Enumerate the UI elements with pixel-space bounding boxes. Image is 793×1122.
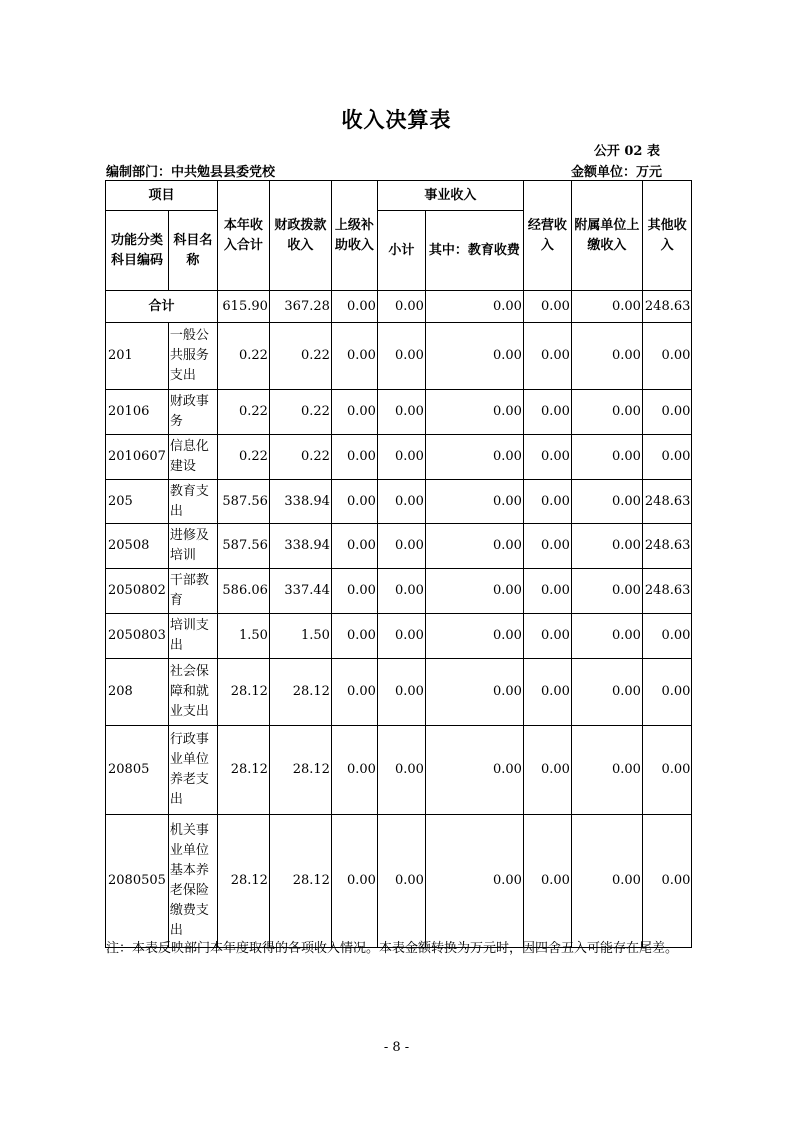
page-number: - 8 - xyxy=(383,1040,410,1055)
amount-cell: 0.00 xyxy=(331,480,377,524)
amount-cell: 0.00 xyxy=(571,480,642,524)
amount-cell: 0.00 xyxy=(377,480,425,524)
amount-cell: 28.12 xyxy=(269,726,331,815)
amount-cell: 0.00 xyxy=(331,323,377,390)
subject-code-cell: 201 xyxy=(106,323,169,390)
header-subtotal: 小计 xyxy=(377,211,425,291)
amount-cell: 0.00 xyxy=(425,323,523,390)
amount-cell: 0.00 xyxy=(642,435,692,480)
total-label: 合计 xyxy=(106,291,218,323)
amount-cell: 0.00 xyxy=(425,659,523,726)
total-cell: 0.00 xyxy=(377,291,425,323)
amount-cell: 338.94 xyxy=(269,480,331,524)
subject-name-cell: 教育支出 xyxy=(168,480,217,524)
subject-name-cell: 培训支出 xyxy=(168,614,217,659)
amount-cell: 28.12 xyxy=(269,659,331,726)
amount-cell: 0.00 xyxy=(425,524,523,569)
table-row xyxy=(106,480,692,524)
amount-cell: 0.22 xyxy=(269,390,331,435)
total-cell: 0.00 xyxy=(425,291,523,323)
header-item-name: 科目名称 xyxy=(168,211,217,291)
amount-cell: 248.63 xyxy=(642,480,692,524)
table-row xyxy=(106,659,692,726)
amount-cell: 0.00 xyxy=(571,390,642,435)
amount-cell: 0.00 xyxy=(523,390,571,435)
amount-cell: 0.00 xyxy=(377,435,425,480)
subject-code-cell: 20805 xyxy=(106,726,169,815)
amount-cell: 0.00 xyxy=(425,390,523,435)
amount-cell: 0.00 xyxy=(377,569,425,614)
table-row xyxy=(106,726,692,815)
amount-cell: 0.22 xyxy=(217,323,269,390)
table-row xyxy=(106,323,692,390)
subject-name-cell: 社会保障和就业支出 xyxy=(168,659,217,726)
amount-cell: 28.12 xyxy=(269,815,331,948)
header-total: 本年收入合计 xyxy=(217,181,269,291)
amount-cell: 28.12 xyxy=(217,659,269,726)
subject-name-cell: 干部教育 xyxy=(168,569,217,614)
header-edu-fee: 其中：教育收费 xyxy=(425,211,523,291)
income-table xyxy=(105,180,692,948)
amount-cell: 0.00 xyxy=(523,614,571,659)
header-project: 项目 xyxy=(106,181,218,211)
subject-code-cell: 2080505 xyxy=(106,815,169,948)
amount-cell: 0.00 xyxy=(642,815,692,948)
amount-cell: 0.00 xyxy=(571,323,642,390)
header-business: 经营收入 xyxy=(523,181,571,291)
page-title: 收入决算表 xyxy=(341,107,452,132)
amount-cell: 0.00 xyxy=(523,659,571,726)
subject-code-cell: 205 xyxy=(106,480,169,524)
header-affiliate: 附属单位上缴收入 xyxy=(571,181,642,291)
amount-cell: 1.50 xyxy=(217,614,269,659)
amount-cell: 0.00 xyxy=(331,435,377,480)
amount-cell: 0.22 xyxy=(269,323,331,390)
amount-cell: 0.00 xyxy=(523,323,571,390)
amount-cell: 0.00 xyxy=(571,435,642,480)
amount-cell: 0.00 xyxy=(425,569,523,614)
amount-cell: 0.00 xyxy=(523,569,571,614)
amount-cell: 0.22 xyxy=(269,435,331,480)
subject-name-cell: 信息化建设 xyxy=(168,435,217,480)
header-row-1 xyxy=(106,181,692,211)
subject-code-cell: 20106 xyxy=(106,390,169,435)
subject-code-cell: 2050802 xyxy=(106,569,169,614)
header-superior: 上级补助收入 xyxy=(331,181,377,291)
amount-cell: 248.63 xyxy=(642,524,692,569)
amount-cell: 0.22 xyxy=(217,390,269,435)
department-label: 编制部门：中共勉县县委党校 xyxy=(106,165,276,180)
table-row xyxy=(106,614,692,659)
table-row xyxy=(106,815,692,948)
table-row xyxy=(106,435,692,480)
amount-cell: 248.63 xyxy=(642,569,692,614)
amount-cell: 0.00 xyxy=(571,524,642,569)
subject-code-cell: 20508 xyxy=(106,524,169,569)
amount-cell: 587.56 xyxy=(217,524,269,569)
amount-cell: 0.00 xyxy=(425,480,523,524)
header-fiscal: 财政拨款收入 xyxy=(269,181,331,291)
amount-cell: 0.22 xyxy=(217,435,269,480)
header-func-code: 功能分类科目编码 xyxy=(106,211,169,291)
table-row xyxy=(106,390,692,435)
amount-cell: 0.00 xyxy=(331,815,377,948)
amount-cell: 28.12 xyxy=(217,815,269,948)
amount-cell: 0.00 xyxy=(377,390,425,435)
amount-cell: 0.00 xyxy=(523,480,571,524)
total-cell: 0.00 xyxy=(523,291,571,323)
amount-cell: 338.94 xyxy=(269,524,331,569)
amount-cell: 586.06 xyxy=(217,569,269,614)
amount-cell: 0.00 xyxy=(571,614,642,659)
table-row xyxy=(106,524,692,569)
amount-cell: 0.00 xyxy=(377,614,425,659)
amount-cell: 0.00 xyxy=(523,435,571,480)
amount-cell: 0.00 xyxy=(377,323,425,390)
amount-cell: 0.00 xyxy=(377,659,425,726)
amount-cell: 0.00 xyxy=(571,569,642,614)
amount-cell: 0.00 xyxy=(642,726,692,815)
subject-name-cell: 财政事务 xyxy=(168,390,217,435)
amount-cell: 0.00 xyxy=(571,659,642,726)
header-other: 其他收入 xyxy=(642,181,692,291)
amount-cell: 0.00 xyxy=(331,614,377,659)
header-career: 事业收入 xyxy=(377,181,523,211)
amount-cell: 0.00 xyxy=(425,815,523,948)
amount-cell: 0.00 xyxy=(642,659,692,726)
amount-cell: 0.00 xyxy=(642,323,692,390)
amount-cell: 0.00 xyxy=(523,524,571,569)
amount-cell: 0.00 xyxy=(331,390,377,435)
amount-cell: 0.00 xyxy=(331,524,377,569)
amount-cell: 0.00 xyxy=(425,435,523,480)
amount-cell: 0.00 xyxy=(425,614,523,659)
total-cell: 248.63 xyxy=(642,291,692,323)
form-number: 公开 02 表 xyxy=(593,144,660,159)
amount-cell: 1.50 xyxy=(269,614,331,659)
unit-label: 金额单位：万元 xyxy=(570,165,662,180)
amount-cell: 0.00 xyxy=(377,726,425,815)
total-cell: 367.28 xyxy=(269,291,331,323)
total-cell: 0.00 xyxy=(331,291,377,323)
amount-cell: 0.00 xyxy=(377,815,425,948)
subject-name-cell: 行政事业单位养老支出 xyxy=(168,726,217,815)
subject-code-cell: 208 xyxy=(106,659,169,726)
subject-name-cell: 一般公共服务支出 xyxy=(168,323,217,390)
amount-cell: 0.00 xyxy=(571,726,642,815)
table-row xyxy=(106,569,692,614)
amount-cell: 0.00 xyxy=(425,726,523,815)
amount-cell: 0.00 xyxy=(331,569,377,614)
amount-cell: 0.00 xyxy=(377,524,425,569)
amount-cell: 337.44 xyxy=(269,569,331,614)
amount-cell: 0.00 xyxy=(642,390,692,435)
amount-cell: 0.00 xyxy=(331,659,377,726)
subject-code-cell: 2050803 xyxy=(106,614,169,659)
amount-cell: 0.00 xyxy=(523,815,571,948)
amount-cell: 0.00 xyxy=(331,726,377,815)
subject-code-cell: 2010607 xyxy=(106,435,169,480)
subject-name-cell: 机关事业单位基本养老保险缴费支出 xyxy=(168,815,217,948)
amount-cell: 0.00 xyxy=(523,726,571,815)
total-cell: 0.00 xyxy=(571,291,642,323)
total-row xyxy=(106,291,692,323)
total-cell: 615.90 xyxy=(217,291,269,323)
subject-name-cell: 进修及培训 xyxy=(168,524,217,569)
amount-cell: 0.00 xyxy=(642,614,692,659)
amount-cell: 0.00 xyxy=(571,815,642,948)
amount-cell: 587.56 xyxy=(217,480,269,524)
footnote: 注：本表反映部门本年度取得的各项收入情况。本表金额转换为万元时，因四舍五入可能存在尾差。 xyxy=(106,941,679,956)
amount-cell: 28.12 xyxy=(217,726,269,815)
